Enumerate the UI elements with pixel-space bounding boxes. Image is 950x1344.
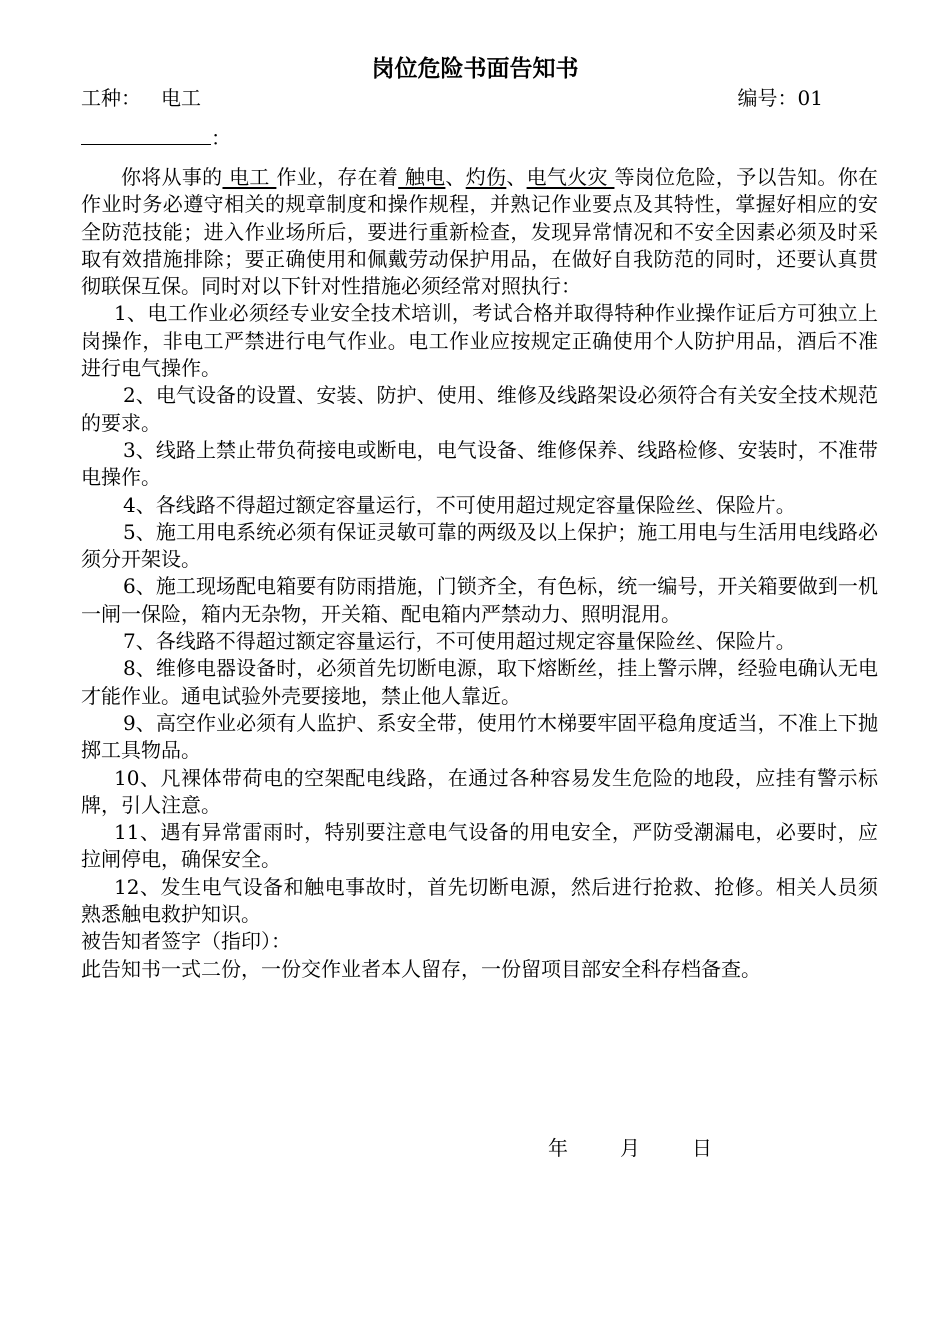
date-month: 月	[620, 1136, 640, 1160]
item-12: 12、发生电气设备和触电事故时，首先切断电源，然后进行抢救、抢修。相关人员须熟悉触电救护知识。	[81, 874, 878, 927]
number-value: 01	[797, 86, 823, 110]
header-meta	[81, 84, 823, 112]
number-field	[738, 84, 823, 112]
hazard-electric-shock: 触电	[398, 165, 446, 189]
intro-sep-1: 、	[445, 165, 466, 189]
notice-body	[81, 164, 878, 983]
item-8: 8、维修电器设备时，必须首先切断电源，取下熔断丝，挂上警示牌，经验电确认无电才能作业。通电试验外壳要接地，禁止他人靠近。	[81, 656, 878, 708]
item-6: 6、施工现场配电箱要有防雨措施，门锁齐全，有色标，统一编号，开关箱要做到一机一闸一保险，箱内无杂物，开关箱、配电箱内严禁动力、照明混用。	[81, 574, 878, 626]
hazard-electrical-fire: 电气火灾	[526, 165, 615, 189]
item-7: 7、各线路不得超过额定容量运行，不可使用超过规定容量保险丝、保险片。	[123, 629, 796, 654]
signature-label: 被告知者签字（指印）：	[81, 929, 291, 954]
hazard-burn: 灼伤	[465, 165, 507, 189]
addressee-line	[81, 124, 231, 152]
date-year: 年	[548, 1136, 568, 1160]
item-2: 2、电气设备的设置、安装、防护、使用、维修及线路架设必须符合有关安全技术规范的要求。	[81, 383, 878, 435]
job-value: 电工	[161, 86, 201, 110]
copies-note: 此告知书一式二份，一份交作业者本人留存，一份留项目部安全科存档备查。	[81, 956, 761, 981]
item-1: 1、电工作业必须经专业安全技术培训，考试合格并取得特种作业操作证后方可独立上岗操作，非电工严禁进行电气作业。电工作业应按规定正确使用个人防护用品，酒后不准进行电气操作。	[81, 301, 878, 381]
item-10: 10、凡裸体带荷电的空架配电线路，在通过各种容易发生危险的地段，应挂有警示标牌，引人注意。	[81, 765, 878, 817]
job-label: 工种：	[81, 86, 141, 110]
intro-text-3: 等岗位危险，予以告知。你在作业时务必遵守相关的规章制度和操作规程，并熟记作业要点及其特性，掌握好相应的安全防范技能；进入作业场所后，要进行重新检查，发现异常情况和不安全因素必须及时采取有效措施排除；要正确使用和佩戴劳动保护用品，在做好自我防范的同时，还要认真贯彻联保互保。同时对以下针对性措施必须经常对照执行：	[81, 165, 879, 299]
intro-text-1: 你将从事的	[121, 165, 223, 189]
item-4: 4、各线路不得超过额定容量运行，不可使用超过规定容量保险丝、保险片。	[123, 492, 796, 517]
addressee-colon: ：	[211, 126, 231, 150]
addressee-blank	[81, 124, 211, 145]
item-11: 11、遇有异常雷雨时，特别要注意电气设备的用电安全，严防受潮漏电，必要时，应拉闸停电，确保安全。	[81, 820, 878, 872]
intro-job: 电工	[222, 165, 277, 189]
intro-text-2: 作业，存在着	[276, 165, 399, 189]
intro-sep-2: 、	[506, 165, 527, 189]
item-5: 5、施工用电系统必须有保证灵敏可靠的两级及以上保护；施工用电与生活用电线路必须分开架设。	[81, 519, 878, 572]
date-day: 日	[692, 1136, 712, 1160]
item-9: 9、高空作业必须有人监护、系安全带，使用竹木梯要牢固平稳角度适当，不准上下抛掷工具物品。	[81, 710, 878, 763]
item-3: 3、线路上禁止带负荷接电或断电，电气设备、维修保养、线路检修、安装时，不准带电操作。	[81, 437, 878, 490]
job-field	[81, 84, 201, 112]
date-line	[548, 1134, 712, 1162]
number-label: 编号：	[737, 86, 798, 110]
intro-paragraph	[81, 164, 878, 300]
document-title: 岗位危险书面告知书	[371, 55, 579, 82]
